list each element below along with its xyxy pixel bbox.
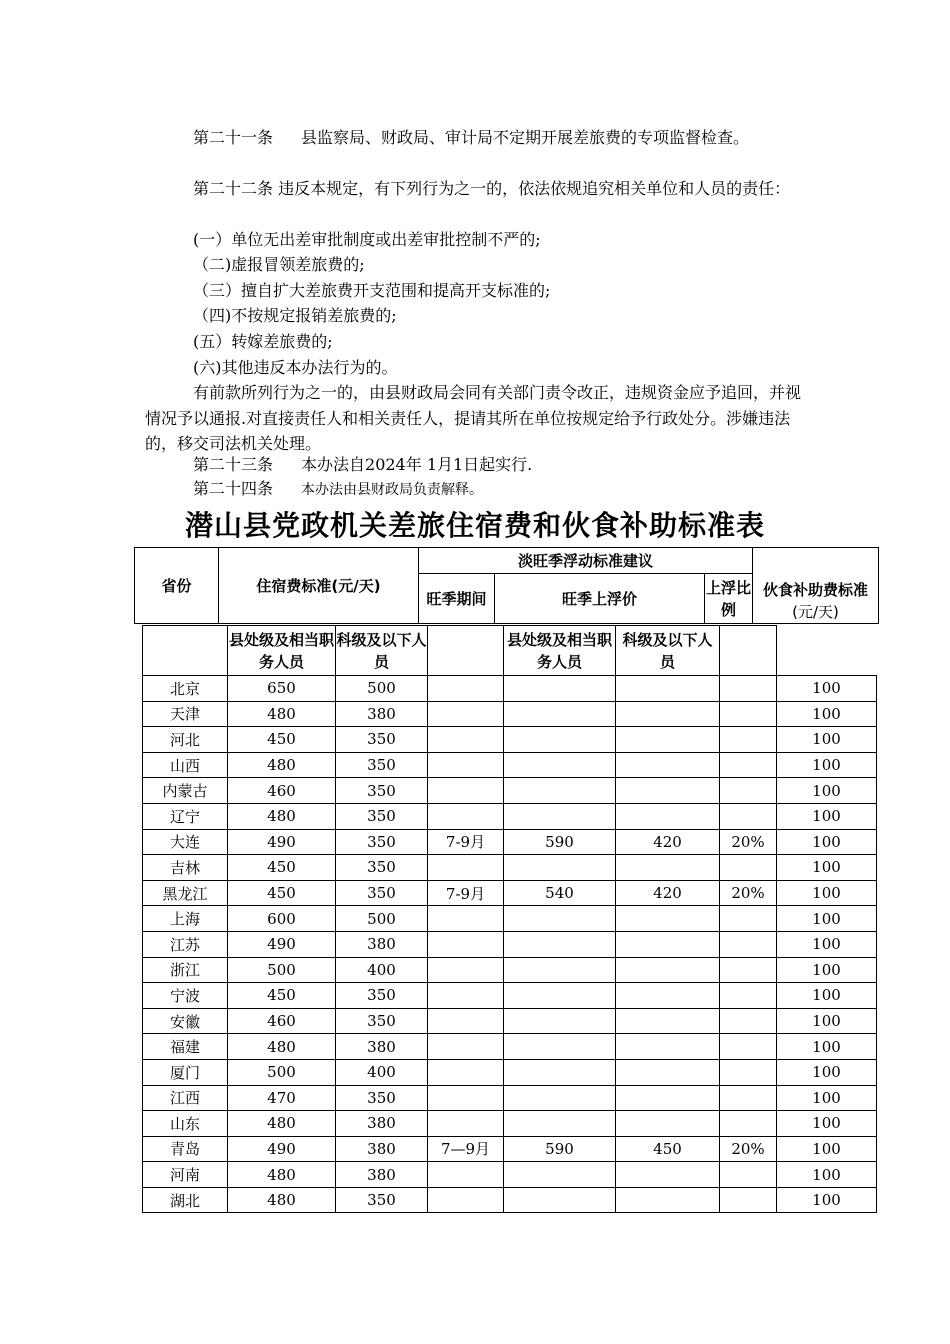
- cell-ratio: 20%: [720, 880, 777, 906]
- cell-county: 450: [228, 880, 336, 906]
- cell-peak-county: 590: [504, 1136, 616, 1162]
- cell-province: 福建: [143, 1034, 228, 1060]
- table-row: [143, 1187, 877, 1213]
- article-22-item-2: （二)虚报冒领差旅费的;: [193, 255, 365, 274]
- cell-peak-section: [616, 957, 720, 983]
- cell-province: 天津: [143, 701, 228, 727]
- table-row: [143, 727, 877, 753]
- cell-meal: 100: [777, 752, 877, 778]
- table-row: [143, 829, 877, 855]
- cell-period: [428, 701, 504, 727]
- subheader-blank-period: [428, 626, 504, 676]
- table-row: [143, 957, 877, 983]
- cell-ratio: [720, 752, 777, 778]
- cell-peak-county: 540: [504, 880, 616, 906]
- cell-peak-section: 420: [616, 829, 720, 855]
- cell-province: 内蒙古: [143, 778, 228, 804]
- cell-meal: 100: [777, 829, 877, 855]
- cell-peak-county: [504, 676, 616, 702]
- cell-peak-section: 450: [616, 1136, 720, 1162]
- cell-peak-county: [504, 752, 616, 778]
- cell-peak-county: [504, 906, 616, 932]
- header-lodging: 住宿费标准(元/天): [219, 548, 419, 624]
- cell-section: 350: [336, 880, 428, 906]
- cell-section: 350: [336, 829, 428, 855]
- cell-section: 350: [336, 1008, 428, 1034]
- table-row: [143, 803, 877, 829]
- cell-meal: 100: [777, 803, 877, 829]
- cell-peak-section: [616, 727, 720, 753]
- article-21-text: 县监察局、财政局、审计局不定期开展差旅费的专项监督检查。: [301, 128, 750, 147]
- cell-peak-county: [504, 1008, 616, 1034]
- article-22-item-5: (五）转嫁差旅费的;: [193, 332, 333, 351]
- cell-section: 350: [336, 1085, 428, 1111]
- cell-section: 350: [336, 855, 428, 881]
- cell-peak-county: [504, 1111, 616, 1137]
- subheader-blank-meal: [777, 626, 877, 676]
- cell-province: 江西: [143, 1085, 228, 1111]
- header-float-group: 淡旺季浮动标准建议: [419, 548, 753, 574]
- cell-meal: 100: [777, 1085, 877, 1111]
- cell-period: [428, 1085, 504, 1111]
- cell-meal: 100: [777, 880, 877, 906]
- cell-period: [428, 752, 504, 778]
- cell-province: 浙江: [143, 957, 228, 983]
- cell-county: 490: [228, 1136, 336, 1162]
- cell-province: 湖北: [143, 1187, 228, 1213]
- cell-province: 河南: [143, 1162, 228, 1188]
- cell-meal: 100: [777, 983, 877, 1009]
- article-22-text: 违反本规定，有下列行为之一的，依法依规追究相关单位和人员的责任：: [278, 179, 791, 198]
- cell-peak-county: [504, 957, 616, 983]
- cell-county: 460: [228, 1008, 336, 1034]
- table-row: [143, 1008, 877, 1034]
- cell-county: 450: [228, 855, 336, 881]
- cell-section: 380: [336, 1162, 428, 1188]
- article-22: [145, 176, 807, 202]
- cell-section: 350: [336, 752, 428, 778]
- cell-county: 480: [228, 1034, 336, 1060]
- cell-province: 辽宁: [143, 803, 228, 829]
- subheader-peak-county-level: 县处级及相当职务人员: [504, 626, 616, 676]
- cell-period: [428, 778, 504, 804]
- table-title: 潜山县党政机关差旅住宿费和伙食补助标准表: [184, 509, 765, 542]
- cell-ratio: [720, 957, 777, 983]
- cell-peak-county: [504, 1034, 616, 1060]
- article-23: [145, 452, 807, 478]
- cell-peak-county: [504, 727, 616, 753]
- cell-county: 480: [228, 1162, 336, 1188]
- cell-province: 宁波: [143, 983, 228, 1009]
- cell-ratio: [720, 1111, 777, 1137]
- article-22-number: 第二十二条: [193, 179, 274, 198]
- cell-period: [428, 1162, 504, 1188]
- cell-meal: 100: [777, 931, 877, 957]
- cell-peak-section: [616, 906, 720, 932]
- cell-section: 350: [336, 803, 428, 829]
- cell-section: 500: [336, 676, 428, 702]
- cell-ratio: [720, 778, 777, 804]
- subheader-peak-section-level: 科级及以下人员: [616, 626, 720, 676]
- cell-province: 山西: [143, 752, 228, 778]
- table-header-top: [134, 547, 879, 624]
- standards-table: [142, 675, 877, 1213]
- cell-period: [428, 1187, 504, 1213]
- cell-peak-section: [616, 701, 720, 727]
- cell-ratio: [720, 1008, 777, 1034]
- cell-ratio: [720, 931, 777, 957]
- cell-peak-section: [616, 752, 720, 778]
- cell-peak-county: [504, 1187, 616, 1213]
- cell-section: 350: [336, 727, 428, 753]
- cell-peak-section: [616, 1059, 720, 1085]
- cell-section: 380: [336, 1136, 428, 1162]
- cell-period: [428, 906, 504, 932]
- cell-county: 450: [228, 983, 336, 1009]
- cell-peak-section: 420: [616, 880, 720, 906]
- cell-meal: 100: [777, 855, 877, 881]
- article-23-number: 第二十三条: [193, 455, 274, 474]
- cell-province: 上海: [143, 906, 228, 932]
- article-21-number: 第二十一条: [193, 128, 274, 147]
- cell-section: 500: [336, 906, 428, 932]
- article-21: [145, 125, 807, 151]
- table-row: [143, 752, 877, 778]
- table-row: [143, 983, 877, 1009]
- header-province: 省份: [135, 548, 219, 624]
- table-row: [143, 1111, 877, 1137]
- cell-county: 460: [228, 778, 336, 804]
- cell-meal: 100: [777, 1111, 877, 1137]
- cell-period: [428, 957, 504, 983]
- cell-province: 吉林: [143, 855, 228, 881]
- cell-county: 470: [228, 1085, 336, 1111]
- cell-section: 380: [336, 1034, 428, 1060]
- cell-section: 400: [336, 957, 428, 983]
- cell-period: [428, 676, 504, 702]
- cell-province: 大连: [143, 829, 228, 855]
- table-row: [143, 676, 877, 702]
- article-24: [145, 476, 807, 504]
- cell-province: 黑龙江: [143, 880, 228, 906]
- cell-peak-section: [616, 1162, 720, 1188]
- cell-peak-county: [504, 701, 616, 727]
- cell-province: 安徽: [143, 1008, 228, 1034]
- cell-section: 380: [336, 701, 428, 727]
- table-row: [143, 1085, 877, 1111]
- cell-ratio: [720, 676, 777, 702]
- cell-period: 7-9月: [428, 829, 504, 855]
- cell-meal: 100: [777, 727, 877, 753]
- table-row: [143, 1136, 877, 1162]
- cell-ratio: [720, 727, 777, 753]
- cell-ratio: [720, 1059, 777, 1085]
- cell-ratio: [720, 1187, 777, 1213]
- cell-meal: 100: [777, 778, 877, 804]
- cell-ratio: [720, 1034, 777, 1060]
- cell-peak-section: [616, 855, 720, 881]
- cell-peak-section: [616, 1111, 720, 1137]
- article-24-text: 本办法由县财政局负责解释。: [301, 482, 484, 498]
- table-row: [143, 931, 877, 957]
- cell-peak-county: [504, 855, 616, 881]
- cell-county: 480: [228, 1187, 336, 1213]
- cell-peak-section: [616, 1008, 720, 1034]
- article-24-number: 第二十四条: [193, 479, 274, 498]
- table-row: [143, 1034, 877, 1060]
- cell-county: 490: [228, 829, 336, 855]
- header-float-ratio: 上浮比例: [705, 574, 753, 624]
- header-meal-label: 伙食补助费标准: [763, 580, 869, 599]
- table-header-sub: [142, 625, 877, 676]
- cell-peak-section: [616, 1034, 720, 1060]
- cell-ratio: [720, 803, 777, 829]
- article-23-text: 本办法自2024年 1月1日起实行.: [301, 455, 533, 474]
- cell-ratio: [720, 855, 777, 881]
- cell-county: 650: [228, 676, 336, 702]
- cell-ratio: [720, 983, 777, 1009]
- table-row: [143, 880, 877, 906]
- subheader-blank-ratio: [720, 626, 777, 676]
- cell-county: 500: [228, 1059, 336, 1085]
- cell-peak-section: [616, 778, 720, 804]
- cell-period: 7-9月: [428, 880, 504, 906]
- cell-peak-section: [616, 931, 720, 957]
- table-row: [143, 855, 877, 881]
- table-row: [143, 1059, 877, 1085]
- cell-peak-section: [616, 803, 720, 829]
- cell-period: [428, 1059, 504, 1085]
- cell-meal: 100: [777, 1059, 877, 1085]
- table-row: [143, 906, 877, 932]
- cell-meal: 100: [777, 957, 877, 983]
- cell-section: 380: [336, 1111, 428, 1137]
- header-meal: [753, 548, 879, 624]
- cell-peak-county: [504, 983, 616, 1009]
- cell-county: 480: [228, 1111, 336, 1137]
- cell-period: [428, 727, 504, 753]
- cell-ratio: 20%: [720, 1136, 777, 1162]
- cell-province: 厦门: [143, 1059, 228, 1085]
- cell-county: 480: [228, 752, 336, 778]
- cell-section: 400: [336, 1059, 428, 1085]
- cell-section: 380: [336, 931, 428, 957]
- cell-meal: 100: [777, 1034, 877, 1060]
- cell-ratio: [720, 1162, 777, 1188]
- cell-period: [428, 803, 504, 829]
- cell-meal: 100: [777, 1162, 877, 1188]
- article-22-item-4: （四)不按规定报销差旅费的;: [193, 306, 397, 325]
- article-22-item-1: (一）单位无出差审批制度或出差审批控制不严的;: [193, 230, 541, 249]
- subheader-county-level: 县处级及相当职务人员: [228, 626, 336, 676]
- cell-peak-section: [616, 1085, 720, 1111]
- header-meal-unit: (元/天): [792, 602, 839, 621]
- cell-peak-section: [616, 676, 720, 702]
- cell-ratio: [720, 1085, 777, 1111]
- cell-county: 600: [228, 906, 336, 932]
- subheader-blank-province: [143, 626, 228, 676]
- cell-meal: 100: [777, 676, 877, 702]
- cell-section: 350: [336, 1187, 428, 1213]
- subheader-section-level: 科级及以下人员: [336, 626, 428, 676]
- cell-meal: 100: [777, 906, 877, 932]
- cell-province: 北京: [143, 676, 228, 702]
- header-peak-price: 旺季上浮价: [495, 574, 705, 624]
- cell-peak-section: [616, 983, 720, 1009]
- cell-county: 480: [228, 701, 336, 727]
- article-22-item-3: （三）擅自扩大差旅费开支范围和提高开支标准的;: [193, 281, 551, 300]
- cell-period: 7—9月: [428, 1136, 504, 1162]
- article-22-item-6: (六)其他违反本办法行为的。: [193, 358, 398, 377]
- cell-period: [428, 983, 504, 1009]
- cell-peak-section: [616, 1187, 720, 1213]
- table-row: [143, 1162, 877, 1188]
- cell-peak-county: 590: [504, 829, 616, 855]
- table-row: [143, 778, 877, 804]
- cell-ratio: [720, 701, 777, 727]
- cell-section: 350: [336, 983, 428, 1009]
- cell-ratio: [720, 906, 777, 932]
- closing-paragraph: 有前款所列行为之一的，由县财政局会同有关部门责令改正，违规资金应予追回，并视情况予以通报.对直接责任人和相关责任人，提请其所在单位按规定给予行政处分。涉嫌违法的，移交司法机关处理。: [145, 383, 802, 454]
- table-row: [143, 701, 877, 727]
- cell-peak-county: [504, 778, 616, 804]
- cell-meal: 100: [777, 1187, 877, 1213]
- cell-peak-county: [504, 803, 616, 829]
- cell-peak-county: [504, 1085, 616, 1111]
- cell-period: [428, 931, 504, 957]
- cell-county: 490: [228, 931, 336, 957]
- cell-period: [428, 1034, 504, 1060]
- cell-meal: 100: [777, 1136, 877, 1162]
- cell-ratio: 20%: [720, 829, 777, 855]
- cell-period: [428, 855, 504, 881]
- cell-province: 山东: [143, 1111, 228, 1137]
- cell-peak-county: [504, 931, 616, 957]
- cell-meal: 100: [777, 1008, 877, 1034]
- cell-meal: 100: [777, 701, 877, 727]
- cell-county: 450: [228, 727, 336, 753]
- cell-province: 青岛: [143, 1136, 228, 1162]
- cell-peak-county: [504, 1059, 616, 1085]
- cell-period: [428, 1111, 504, 1137]
- cell-period: [428, 1008, 504, 1034]
- cell-county: 500: [228, 957, 336, 983]
- cell-province: 江苏: [143, 931, 228, 957]
- cell-peak-county: [504, 1162, 616, 1188]
- cell-county: 480: [228, 803, 336, 829]
- cell-province: 河北: [143, 727, 228, 753]
- cell-section: 350: [336, 778, 428, 804]
- header-peak-period: 旺季期间: [419, 574, 495, 624]
